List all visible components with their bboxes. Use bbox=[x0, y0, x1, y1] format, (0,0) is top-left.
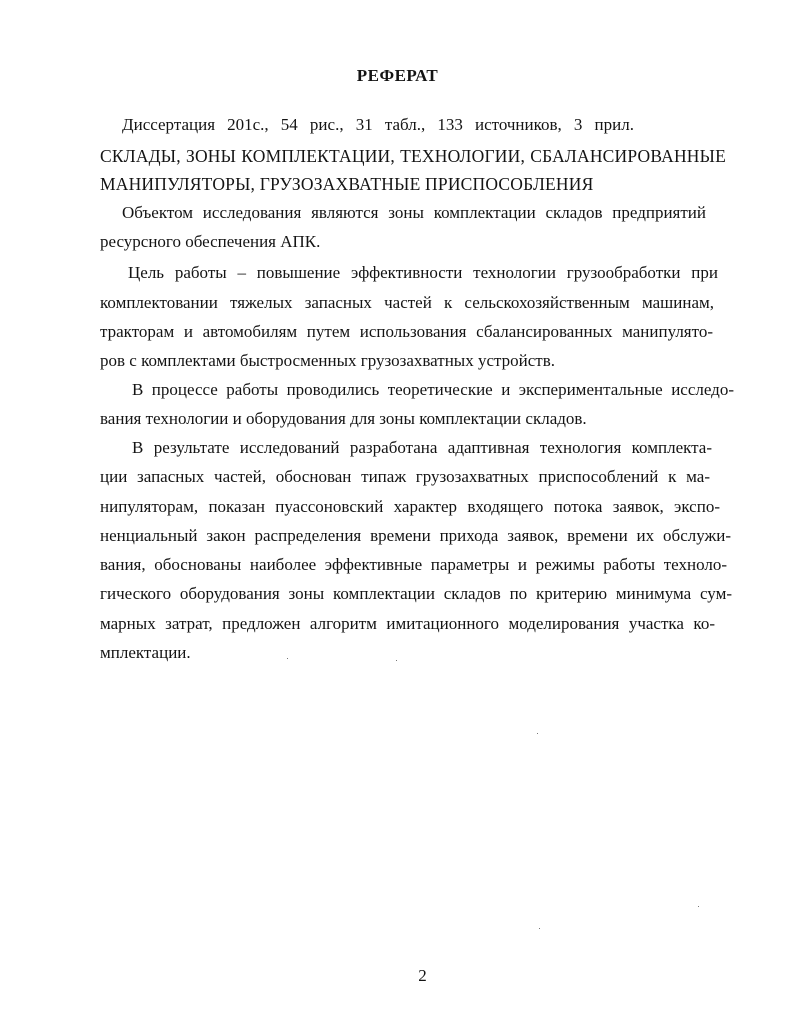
scan-speck bbox=[287, 658, 288, 659]
object-line-2: ресурсного обеспечения АПК. bbox=[100, 232, 321, 251]
results-line-6: гического оборудования зоны комплектации складов по критерию минимума сум- bbox=[100, 584, 732, 603]
scan-speck bbox=[537, 733, 538, 734]
object-line-1: Объектом исследования являются зоны комплектации складов предприятий bbox=[122, 203, 706, 222]
goal-line-3: тракторам и автомобилям путем использования сбалансированных манипулято- bbox=[100, 322, 713, 341]
process-line-2: вания технологии и оборудования для зоны комплектации складов. bbox=[100, 409, 587, 428]
results-line-2: ции запасных частей, обоснован типаж грузозахватных приспособлений к ма- bbox=[100, 467, 710, 486]
goal-line-1: Цель работы – повышение эффективности технологии грузообработки при bbox=[128, 263, 718, 282]
scan-speck bbox=[396, 660, 397, 661]
page-number: 2 bbox=[418, 966, 427, 985]
summary-line: Диссертация 201с., 54 рис., 31 табл., 133 источников, 3 прил. bbox=[122, 115, 634, 134]
keywords-line-1: СКЛАДЫ, ЗОНЫ КОМПЛЕКТАЦИИ, ТЕХНОЛОГИИ, СБАЛАНСИРОВАННЫЕ bbox=[100, 146, 726, 166]
page-title: РЕФЕРАТ bbox=[356, 66, 439, 85]
results-line-7: марных затрат, предложен алгоритм имитационного моделирования участка ко- bbox=[100, 614, 715, 633]
results-line-5: вания, обоснованы наиболее эффективные параметры и режимы работы техноло- bbox=[100, 555, 727, 574]
process-line-1: В процессе работы проводились теоретические и экспериментальные исследо- bbox=[132, 380, 734, 399]
results-line-8: мплектации. bbox=[100, 643, 191, 662]
goal-line-4: ров с комплектами быстросменных грузозахватных устройств. bbox=[100, 351, 556, 370]
results-line-1: В результате исследований разработана адаптивная технология комплекта- bbox=[132, 438, 712, 457]
keywords-line-2: МАНИПУЛЯТОРЫ, ГРУЗОЗАХВАТНЫЕ ПРИСПОСОБЛЕНИЯ bbox=[100, 174, 594, 194]
results-line-4: ненциальный закон распределения времени прихода заявок, времени их обслужи- bbox=[100, 526, 731, 545]
scan-speck bbox=[698, 906, 699, 907]
goal-line-2: комплектовании тяжелых запасных частей к сельскохозяйственным машинам, bbox=[100, 293, 714, 312]
scan-speck bbox=[539, 928, 540, 929]
results-line-3: нипуляторам, показан пуассоновский характер входящего потока заявок, экспо- bbox=[100, 497, 720, 516]
